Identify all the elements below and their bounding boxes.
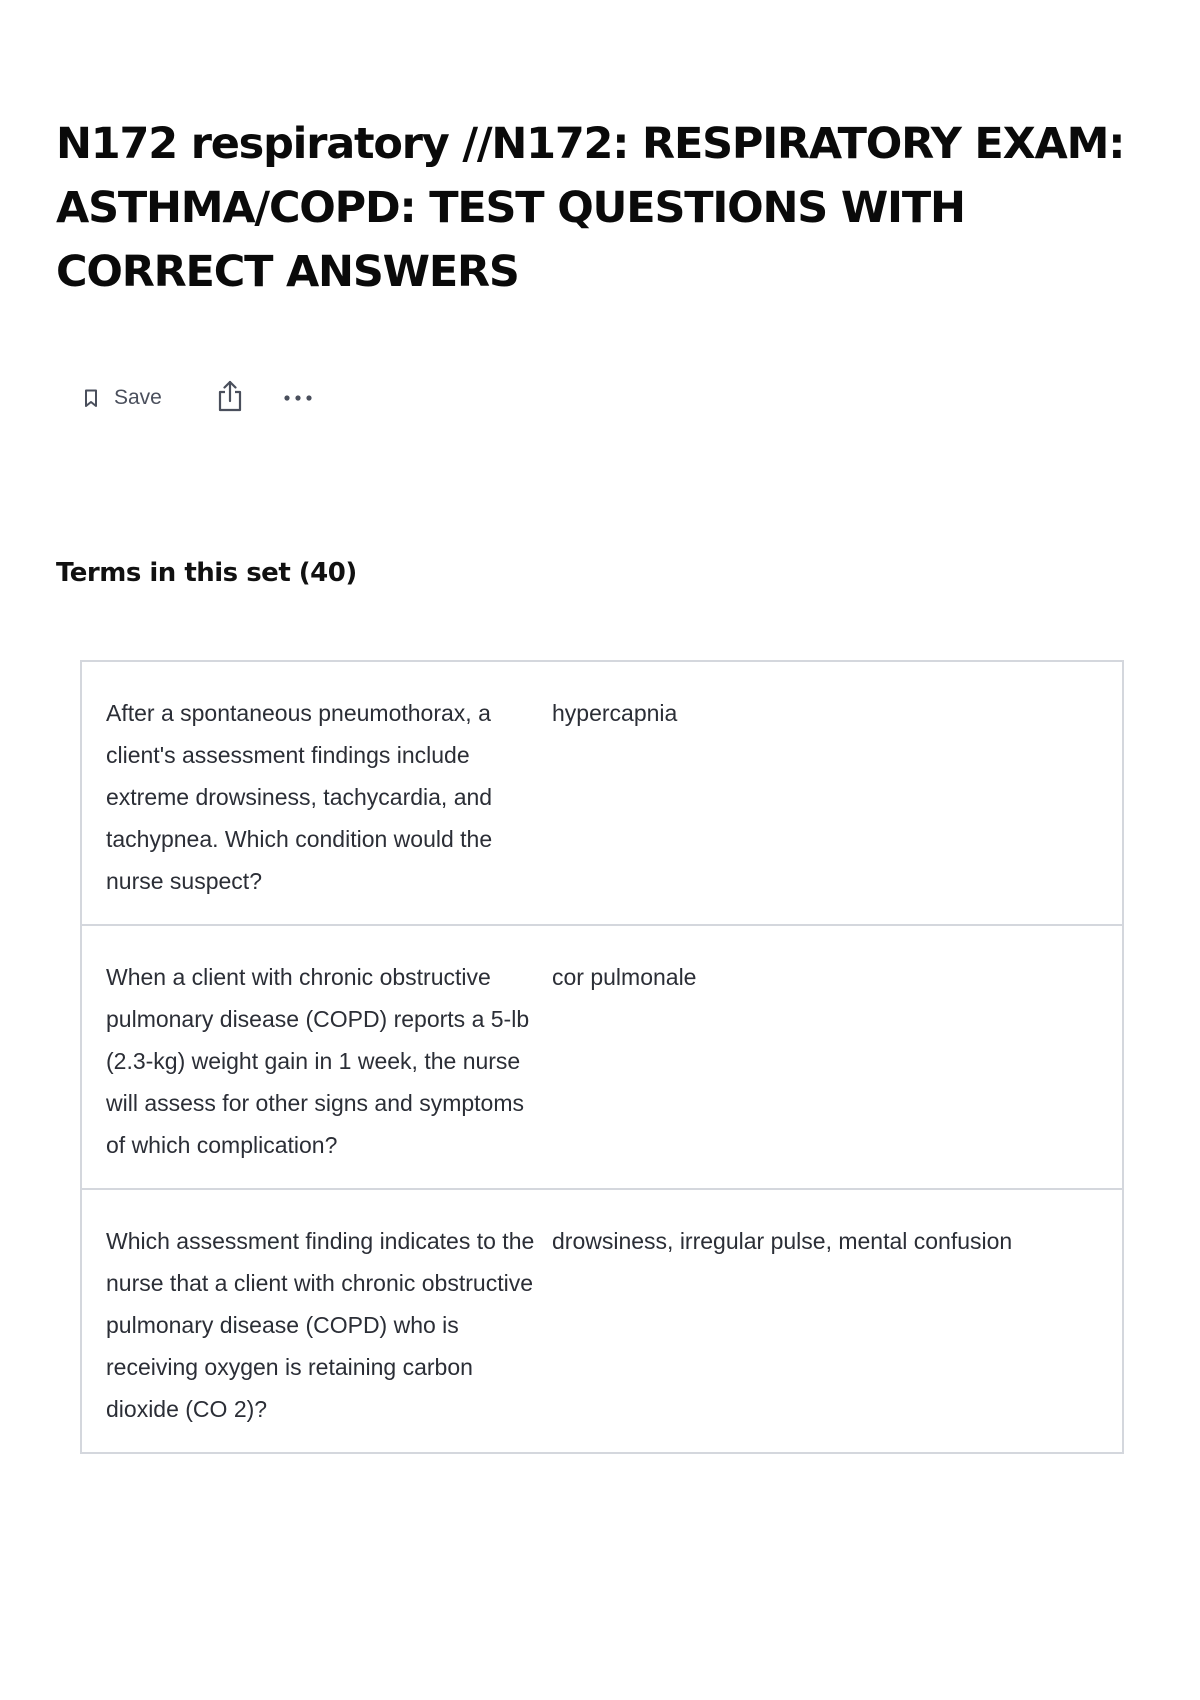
term-answer: drowsiness, irregular pulse, mental confusion xyxy=(552,1228,1013,1254)
term-question: After a spontaneous pneumothorax, a client's assessment findings include extreme drowsiness, tachycardia, and tachypnea. Which condition would the nurse suspect? xyxy=(106,700,493,894)
term-row xyxy=(82,1188,1122,1452)
save-button[interactable] xyxy=(84,376,162,420)
term-question: When a client with chronic obstructive pulmonary disease (COPD) reports a 5-lb (2.3-kg) weight gain in 1 week, the nurse will assess for other signs and symptoms of which complication? xyxy=(106,964,530,1158)
term-answer: hypercapnia xyxy=(552,700,678,726)
term-row xyxy=(82,924,1122,1188)
term-row xyxy=(82,662,1122,924)
share-button[interactable] xyxy=(214,378,246,418)
terms-list xyxy=(80,660,1124,1454)
more-options-button[interactable] xyxy=(280,378,316,418)
set-toolbar xyxy=(84,376,316,420)
page-title: N172 respiratory //N172: RESPIRATORY EXAM: ASTHMA/COPD: TEST QUESTIONS WITH CORRECT ANSWERS xyxy=(56,119,1125,297)
save-label: Save xyxy=(114,386,162,409)
more-icon xyxy=(283,389,313,407)
term-question: Which assessment finding indicates to the nurse that a client with chronic obstructive pulmonary disease (COPD) who is receiving oxygen is retaining carbon dioxide (CO 2)? xyxy=(106,1228,535,1422)
terms-heading: Terms in this set (40) xyxy=(56,558,357,588)
bookmark-icon xyxy=(84,388,100,408)
term-answer: cor pulmonale xyxy=(552,964,697,990)
share-icon xyxy=(217,379,243,418)
